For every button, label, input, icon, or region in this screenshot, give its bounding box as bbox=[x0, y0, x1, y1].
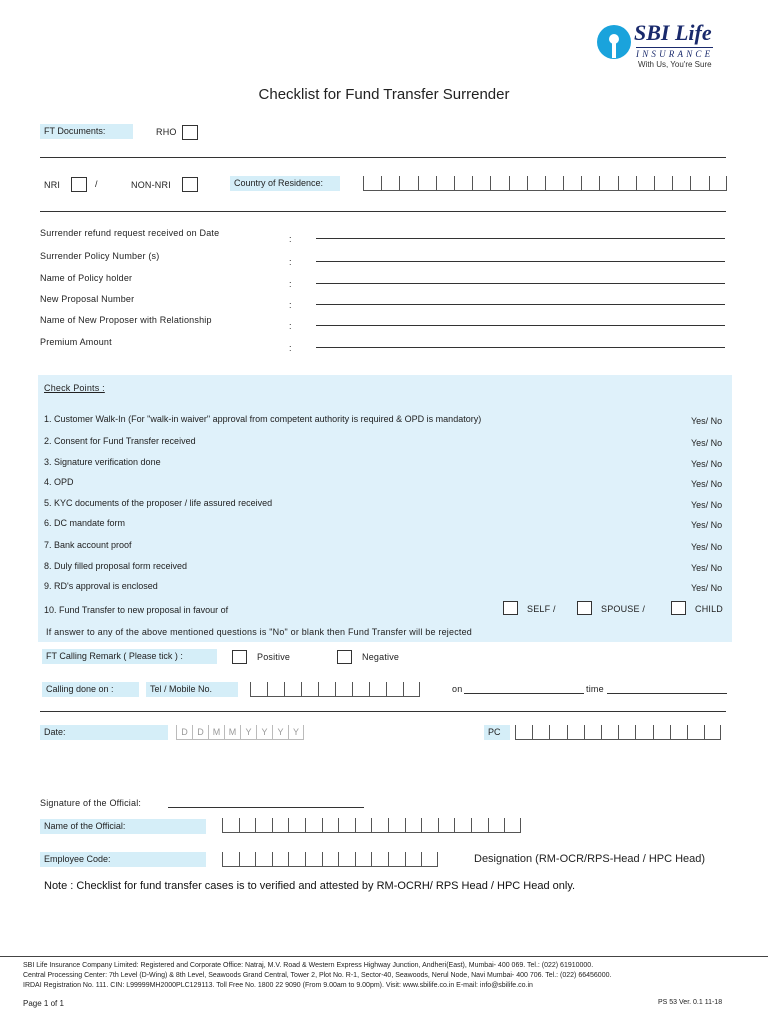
checkpoint-item: 3. Signature verification done bbox=[44, 457, 161, 467]
char-box[interactable] bbox=[418, 176, 436, 191]
char-box[interactable] bbox=[338, 852, 355, 867]
char-box[interactable] bbox=[687, 725, 704, 740]
field-label: Name of Policy holder bbox=[40, 273, 133, 283]
checkpoint-item: 9. RD's approval is enclosed bbox=[44, 581, 158, 591]
char-box[interactable] bbox=[322, 818, 339, 833]
char-box[interactable] bbox=[369, 682, 386, 697]
checkpoint-item: 5. KYC documents of the proposer / life assured received bbox=[44, 498, 273, 508]
self-checkbox[interactable] bbox=[503, 601, 518, 615]
designation-label: Designation (RM-OCR/RPS-Head / HPC Head) bbox=[474, 853, 706, 865]
yes-no-option[interactable]: Yes/ No bbox=[691, 479, 723, 489]
field-colon: : bbox=[289, 300, 292, 310]
date-input[interactable] bbox=[176, 725, 304, 740]
char-box[interactable] bbox=[239, 818, 256, 833]
ft-calling-remark-label: FT Calling Remark ( Please tick ) : bbox=[42, 649, 217, 664]
field-label: Surrender Policy Number (s) bbox=[40, 251, 160, 261]
spouse-label: SPOUSE / bbox=[601, 604, 646, 614]
child-checkbox[interactable] bbox=[671, 601, 686, 615]
sbi-logo-icon bbox=[596, 24, 632, 60]
checkpoint-item-10: 10. Fund Transfer to new proposal in favour of bbox=[44, 605, 229, 615]
tel-mobile-label: Tel / Mobile No. bbox=[146, 682, 238, 697]
yes-no-option[interactable]: Yes/ No bbox=[691, 563, 723, 573]
field-input[interactable] bbox=[316, 283, 725, 284]
field-input[interactable] bbox=[316, 238, 725, 239]
checkpoint-item: 4. OPD bbox=[44, 477, 74, 487]
char-box[interactable] bbox=[563, 176, 581, 191]
char-box[interactable] bbox=[654, 176, 672, 191]
char-box[interactable] bbox=[421, 818, 438, 833]
char-box[interactable] bbox=[338, 818, 355, 833]
field-colon: : bbox=[289, 343, 292, 353]
negative-checkbox[interactable] bbox=[337, 650, 352, 664]
char-box[interactable] bbox=[267, 682, 284, 697]
yes-no-option[interactable]: Yes/ No bbox=[691, 520, 723, 530]
calling-done-on-label: Calling done on : bbox=[42, 682, 139, 697]
char-box[interactable] bbox=[618, 176, 636, 191]
footer-line-1: SBI Life Insurance Company Limited: Registered and Corporate Office: Natraj, M.V. Road & Western Express Highway Junction, Andheri(East), Mumbai- 400 069. Tel.: (022) 61910000. bbox=[23, 962, 594, 969]
char-box[interactable] bbox=[515, 725, 532, 740]
char-box[interactable] bbox=[504, 818, 521, 833]
char-box[interactable] bbox=[405, 818, 422, 833]
nri-checkbox[interactable] bbox=[71, 177, 87, 192]
yes-no-option[interactable]: Yes/ No bbox=[691, 500, 723, 510]
signature-label: Signature of the Official: bbox=[40, 798, 142, 808]
char-box[interactable] bbox=[618, 725, 635, 740]
char-box[interactable] bbox=[599, 176, 617, 191]
char-box[interactable] bbox=[454, 818, 471, 833]
char-box[interactable] bbox=[653, 725, 670, 740]
char-box[interactable] bbox=[363, 176, 381, 191]
check-points-header: Check Points : bbox=[44, 383, 105, 393]
char-box[interactable] bbox=[288, 852, 305, 867]
rejection-note: If answer to any of the above mentioned questions is "No" or blank then Fund Transfer will be rejected bbox=[46, 627, 473, 637]
pc-input[interactable] bbox=[515, 725, 721, 740]
pc-label: PC bbox=[484, 725, 510, 740]
field-colon: : bbox=[289, 234, 292, 244]
char-box[interactable] bbox=[704, 725, 721, 740]
date-char-box[interactable]: Y bbox=[240, 725, 256, 740]
self-label: SELF / bbox=[527, 604, 556, 614]
form-version: PS 53 Ver. 0.1 11-18 bbox=[658, 999, 723, 1006]
country-of-residence-label: Country of Residence: bbox=[230, 176, 340, 191]
char-box[interactable] bbox=[472, 176, 490, 191]
char-box[interactable] bbox=[471, 818, 488, 833]
nri-label: NRI bbox=[44, 180, 61, 190]
char-box[interactable] bbox=[403, 682, 420, 697]
on-input[interactable] bbox=[464, 693, 584, 694]
page-number: Page 1 of 1 bbox=[23, 999, 64, 1008]
field-input[interactable] bbox=[316, 304, 725, 305]
char-box[interactable] bbox=[584, 725, 601, 740]
char-box[interactable] bbox=[222, 852, 239, 867]
char-box[interactable] bbox=[601, 725, 618, 740]
logo bbox=[596, 20, 731, 72]
char-box[interactable] bbox=[272, 818, 289, 833]
child-label: CHILD bbox=[695, 604, 724, 614]
char-box[interactable] bbox=[388, 818, 405, 833]
char-box[interactable] bbox=[284, 682, 301, 697]
date-char-box[interactable]: D bbox=[176, 725, 192, 740]
field-colon: : bbox=[289, 279, 292, 289]
char-box[interactable] bbox=[371, 852, 388, 867]
char-box[interactable] bbox=[305, 852, 322, 867]
checkpoint-item: 7. Bank account proof bbox=[44, 540, 132, 550]
yes-no-option[interactable]: Yes/ No bbox=[691, 416, 723, 426]
date-char-box[interactable]: Y bbox=[256, 725, 272, 740]
char-box[interactable] bbox=[255, 852, 272, 867]
char-box[interactable] bbox=[318, 682, 335, 697]
field-label: New Proposal Number bbox=[40, 294, 135, 304]
field-colon: : bbox=[289, 321, 292, 331]
divider bbox=[40, 211, 726, 212]
divider bbox=[40, 711, 726, 712]
date-char-box[interactable]: M bbox=[208, 725, 224, 740]
employee-code-input[interactable] bbox=[222, 852, 438, 867]
char-box[interactable] bbox=[222, 818, 239, 833]
char-box[interactable] bbox=[636, 176, 654, 191]
field-input[interactable] bbox=[316, 347, 725, 348]
divider bbox=[40, 157, 726, 158]
rho-checkbox[interactable] bbox=[182, 125, 198, 140]
positive-checkbox[interactable] bbox=[232, 650, 247, 664]
field-label: Name of New Proposer with Relationship bbox=[40, 315, 212, 325]
char-box[interactable] bbox=[386, 682, 403, 697]
checkpoint-item: 6. DC mandate form bbox=[44, 518, 126, 528]
logo-brand: SBI Life bbox=[634, 20, 712, 45]
name-of-official-input[interactable] bbox=[222, 818, 521, 833]
date-char-box[interactable]: Y bbox=[272, 725, 288, 740]
footer-divider bbox=[0, 956, 768, 957]
time-label: time bbox=[586, 684, 604, 694]
date-char-box[interactable]: M bbox=[224, 725, 240, 740]
char-box[interactable] bbox=[527, 176, 545, 191]
signature-input[interactable] bbox=[168, 807, 364, 808]
char-box[interactable] bbox=[421, 852, 438, 867]
char-box[interactable] bbox=[301, 682, 318, 697]
non-nri-checkbox[interactable] bbox=[182, 177, 198, 192]
field-colon: : bbox=[289, 257, 292, 267]
char-box[interactable] bbox=[532, 725, 549, 740]
time-input[interactable] bbox=[607, 693, 727, 694]
char-box[interactable] bbox=[272, 852, 289, 867]
char-box[interactable] bbox=[255, 818, 272, 833]
char-box[interactable] bbox=[288, 818, 305, 833]
on-label: on bbox=[452, 684, 463, 694]
yes-no-option[interactable]: Yes/ No bbox=[691, 583, 723, 593]
char-box[interactable] bbox=[355, 818, 372, 833]
char-box[interactable] bbox=[567, 725, 584, 740]
logo-tagline: With Us, You're Sure bbox=[638, 60, 712, 69]
char-box[interactable] bbox=[581, 176, 599, 191]
char-box[interactable] bbox=[690, 176, 708, 191]
yes-no-option[interactable]: Yes/ No bbox=[691, 459, 723, 469]
char-box[interactable] bbox=[250, 682, 267, 697]
char-box[interactable] bbox=[371, 818, 388, 833]
footer-line-2: Central Processing Center: 7th Level (D-Wing) & 8th Level, Seawoods Grand Central, Tower 2, Plot No. R-1, Sector-40, Seawoods, Nerul Node, Navi Mumbai- 400 706. Tel.: (022) 66456000. bbox=[23, 972, 612, 979]
ft-documents-label: FT Documents: bbox=[40, 124, 133, 139]
yes-no-option[interactable]: Yes/ No bbox=[691, 438, 723, 448]
char-box[interactable] bbox=[438, 818, 455, 833]
non-nri-label: NON-NRI bbox=[131, 180, 171, 190]
footer-line-3: IRDAI Registration No. 111. CIN: L99999MH2000PLC129113. Toll Free No. 1800 22 9090 (From 9.00am to 9.00pm). Visit: www.sbilife.co.in E-mail: info@sbilife.co.in bbox=[23, 982, 533, 989]
char-box[interactable] bbox=[545, 176, 563, 191]
char-box[interactable] bbox=[405, 852, 422, 867]
slash: / bbox=[95, 179, 98, 189]
positive-label: Positive bbox=[257, 652, 291, 662]
note: Note : Checklist for fund transfer cases is to verified and attested by RM-OCRH/ RPS Head / HPC Head only. bbox=[44, 880, 576, 892]
field-label: Surrender refund request received on Date bbox=[40, 228, 220, 238]
checkpoint-item: 2. Consent for Fund Transfer received bbox=[44, 436, 196, 446]
spouse-checkbox[interactable] bbox=[577, 601, 592, 615]
field-label: Premium Amount bbox=[40, 337, 112, 347]
date-char-box[interactable]: D bbox=[192, 725, 208, 740]
rho-label: RHO bbox=[156, 127, 177, 137]
char-box[interactable] bbox=[388, 852, 405, 867]
char-box[interactable] bbox=[454, 176, 472, 191]
char-box[interactable] bbox=[672, 176, 690, 191]
negative-label: Negative bbox=[362, 652, 400, 662]
char-box[interactable] bbox=[305, 818, 322, 833]
char-box[interactable] bbox=[490, 176, 508, 191]
char-box[interactable] bbox=[436, 176, 454, 191]
logo-sub: INSURANCE bbox=[636, 49, 714, 59]
name-of-official-label: Name of the Official: bbox=[40, 819, 206, 834]
date-char-box[interactable]: Y bbox=[288, 725, 304, 740]
char-box[interactable] bbox=[635, 725, 652, 740]
yes-no-option[interactable]: Yes/ No bbox=[691, 542, 723, 552]
char-box[interactable] bbox=[239, 852, 256, 867]
char-box[interactable] bbox=[381, 176, 399, 191]
char-box[interactable] bbox=[709, 176, 727, 191]
page-title: Checklist for Fund Transfer Surrender bbox=[258, 86, 510, 103]
field-input[interactable] bbox=[316, 325, 725, 326]
date-label: Date: bbox=[40, 725, 168, 740]
char-box[interactable] bbox=[549, 725, 566, 740]
char-box[interactable] bbox=[509, 176, 527, 191]
country-input[interactable] bbox=[363, 176, 727, 191]
char-box[interactable] bbox=[335, 682, 352, 697]
char-box[interactable] bbox=[670, 725, 687, 740]
char-box[interactable] bbox=[352, 682, 369, 697]
checkpoint-item: 1. Customer Walk-In (For "walk-in waiver" approval from competent authority is required & OPD is mandatory) bbox=[44, 414, 482, 424]
field-input[interactable] bbox=[316, 261, 725, 262]
char-box[interactable] bbox=[399, 176, 417, 191]
char-box[interactable] bbox=[355, 852, 372, 867]
tel-input[interactable] bbox=[250, 682, 420, 697]
char-box[interactable] bbox=[488, 818, 505, 833]
employee-code-label: Employee Code: bbox=[40, 852, 206, 867]
char-box[interactable] bbox=[322, 852, 339, 867]
checkpoint-item: 8. Duly filled proposal form received bbox=[44, 561, 188, 571]
